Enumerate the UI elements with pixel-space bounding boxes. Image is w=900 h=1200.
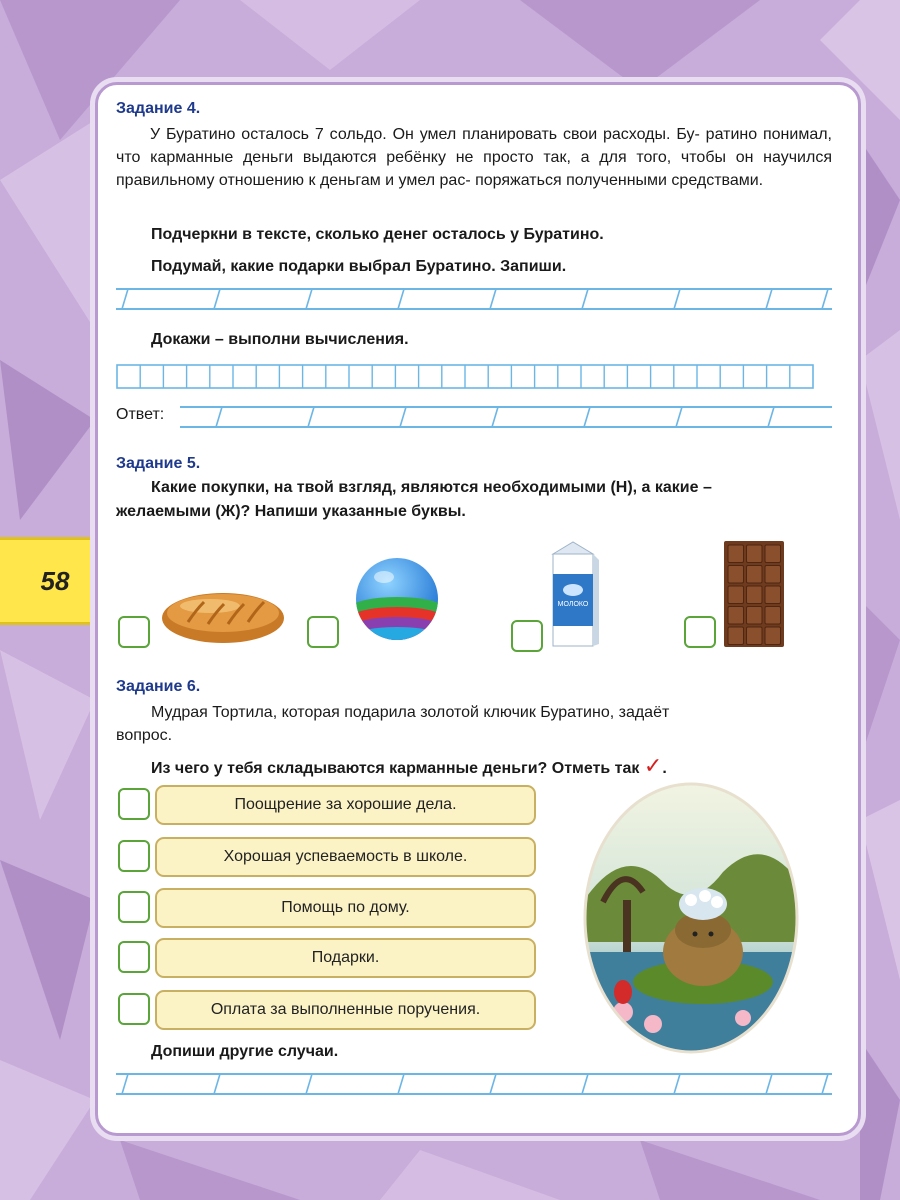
checkbox-option-4[interactable] — [118, 941, 150, 973]
writing-line-task4[interactable] — [116, 286, 832, 312]
checkbox-option-2[interactable] — [118, 840, 150, 872]
milk-carton-icon — [545, 540, 601, 648]
answer-label: Ответ: — [116, 406, 165, 423]
option-3: Помощь по дому. — [155, 888, 536, 928]
checkbox-ball[interactable] — [307, 616, 339, 648]
task6-question — [151, 753, 667, 779]
task4-line-1: У Буратино осталось 7 сольдо. Он умел планировать свои расходы. Бу- — [150, 126, 700, 143]
checkbox-option-5[interactable] — [118, 993, 150, 1025]
option-2: Хорошая успеваемость в школе. — [155, 837, 536, 877]
task4-instruction-write: Подумай, какие подарки выбрал Буратино. Запиши. — [151, 258, 567, 275]
red-checkmark-icon: ✓ — [643, 753, 663, 778]
task4-title: Задание 4. — [116, 100, 201, 117]
checkbox-option-1[interactable] — [118, 788, 150, 820]
chocolate-bar-icon — [723, 540, 785, 648]
task4-paragraph — [116, 123, 832, 192]
calculation-grid[interactable] — [116, 364, 814, 390]
option-4: Подарки. — [155, 938, 536, 978]
checkbox-milk[interactable] — [511, 620, 543, 652]
task5-question-line-1: Какие покупки, на твой взгляд, являются необходимыми (Н), а какие – — [151, 479, 712, 496]
bread-icon — [160, 588, 286, 646]
task4-line-4: поряжаться полученными средствами. — [475, 172, 764, 189]
answer-line[interactable] — [180, 404, 832, 430]
task6-extra: Допиши другие случаи. — [151, 1043, 339, 1060]
task4-line-2: ратино понимал, что карманные деньги выдаются ребёнку не просто так, а — [116, 126, 832, 166]
checkbox-option-3[interactable] — [118, 891, 150, 923]
option-1: Поощрение за хорошие дела. — [155, 785, 536, 825]
option-5: Оплата за выполненные поручения. — [155, 990, 536, 1030]
task4-instruction-underline: Подчеркни в тексте, сколько денег осталось у Буратино. — [151, 226, 604, 243]
task6-paragraph-line-2: вопрос. — [116, 727, 173, 744]
task4-instruction-calc: Докажи – выполни вычисления. — [151, 331, 409, 348]
page-number-tab — [0, 537, 96, 625]
tortila-illustration — [583, 782, 799, 1054]
task6-paragraph-line-1: Мудрая Тортила, которая подарила золотой ключик Буратино, задаёт — [151, 704, 670, 721]
task6-title: Задание 6. — [116, 678, 201, 695]
task5-title: Задание 5. — [116, 455, 201, 472]
checkbox-bread[interactable] — [118, 616, 150, 648]
ball-icon — [352, 557, 442, 641]
checkbox-chocolate[interactable] — [684, 616, 716, 648]
page-number: 58 — [40, 565, 70, 596]
task5-question-line-2: желаемыми (Ж)? Напиши указанные буквы. — [116, 503, 466, 520]
milk-label: МОЛОКО — [557, 601, 589, 608]
task6-question-end: . — [662, 760, 667, 777]
writing-line-task6[interactable] — [116, 1071, 832, 1097]
task6-question-text: Из чего у тебя складываются карманные деньги? Отметь так — [151, 760, 640, 777]
task4-line-3: для того, чтобы он научился правильному отношению к деньгам и умел рас- — [116, 149, 832, 189]
